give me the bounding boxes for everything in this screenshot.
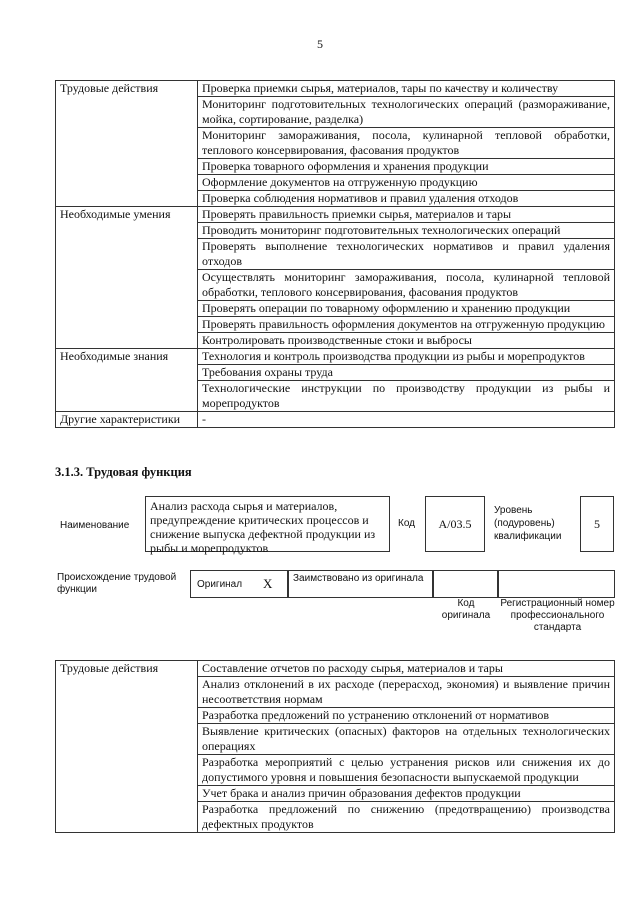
- item-cell: Проверять правильность оформления документов на отгруженную продукцию: [198, 317, 615, 333]
- level-label-line: квалификации: [494, 531, 562, 542]
- code-original-box: [433, 570, 498, 598]
- item-cell: Разработка предложений по снижению (предотвращению) производства дефектных продуктов: [198, 802, 615, 833]
- requirements-table-1: [55, 80, 615, 428]
- category-cell: Необходимые умения: [56, 207, 198, 349]
- table-row: [56, 207, 615, 223]
- item-cell: Проверка приемки сырья, материалов, тары по качеству и количеству: [198, 81, 615, 97]
- caption-line: Код: [457, 598, 475, 609]
- registration-number-box: [498, 570, 615, 598]
- item-cell: Осуществлять мониторинг замораживания, посола, кулинарной тепловой обработки, теплового консервирования, фасования продуктов: [198, 270, 615, 301]
- table-row: [56, 412, 615, 428]
- table-row: [56, 349, 615, 365]
- table-row: [56, 661, 615, 677]
- section-heading: 3.1.3. Трудовая функция: [55, 465, 192, 479]
- code-label: Код: [398, 518, 416, 529]
- code-original-caption: [436, 598, 496, 622]
- item-cell: Мониторинг подготовительных технологических операций (размораживание, мойка, сортирование, разделка): [198, 97, 615, 128]
- item-cell: Разработка предложений по устранению отклонений от нормативов: [198, 708, 615, 724]
- item-cell: Проверка товарного оформления и хранения продукции: [198, 159, 615, 175]
- item-cell: Учет брака и анализ причин образования дефектов продукции: [198, 786, 615, 802]
- category-cell: Необходимые знания: [56, 349, 198, 412]
- item-cell: Выявление критических (опасных) факторов на отдельных технологических операциях: [198, 724, 615, 755]
- item-cell: Контролировать производственные стоки и выбросы: [198, 333, 615, 349]
- item-cell: Составление отчетов по расходу сырья, материалов и тары: [198, 661, 615, 677]
- item-cell: Требования охраны труда: [198, 365, 615, 381]
- original-box: [190, 570, 288, 598]
- code-value: А/03.5: [425, 496, 485, 552]
- item-cell: Технология и контроль производства продукции из рыбы и морепродуктов: [198, 349, 615, 365]
- table-row: [56, 81, 615, 97]
- original-label: Оригинал: [197, 579, 243, 590]
- item-cell: Разработка мероприятий с целью устранения рисков или снижения их до допустимого уровня и повышения безопасности выпускаемой продукции: [198, 755, 615, 786]
- category-cell: Трудовые действия: [56, 81, 198, 207]
- requirements-table-2: [55, 660, 615, 833]
- item-cell: Технологические инструкции по производству продукции из рыбы и морепродуктов: [198, 381, 615, 412]
- level-label-line: Уровень: [494, 505, 533, 516]
- category-cell: Другие характеристики: [56, 412, 198, 428]
- level-label: [494, 504, 561, 543]
- item-cell: Проверка соблюдения нормативов и правил удаления отходов: [198, 191, 615, 207]
- page-number: 5: [317, 37, 323, 51]
- level-label-line: (подуровень): [494, 518, 555, 529]
- registration-caption: Регистрационный номер профессионального стандарта: [500, 598, 615, 633]
- level-value: 5: [580, 496, 614, 552]
- item-cell: Проверять выполнение технологических нормативов и правил удаления отходов: [198, 239, 615, 270]
- item-cell: -: [198, 412, 615, 428]
- item-cell: Оформление документов на отгруженную продукцию: [198, 175, 615, 191]
- original-mark: X: [263, 576, 273, 591]
- origin-label: Происхождение трудовой функции: [57, 572, 177, 595]
- item-cell: Анализ отклонений в их расходе (перерасход, экономия) и выявление причин несоответствия нормам: [198, 677, 615, 708]
- item-cell: Проводить мониторинг подготовительных технологических операций: [198, 223, 615, 239]
- borrowed-label: Заимствовано из оригинала: [288, 570, 433, 598]
- caption-line: оригинала: [441, 610, 491, 621]
- function-name: Анализ расхода сырья и материалов, предупреждение критических процессов и снижение выпуска дефектной продукции из рыбы и морепродуктов: [145, 496, 390, 552]
- category-cell: Трудовые действия: [56, 661, 198, 833]
- name-label: Наименование: [60, 520, 130, 531]
- item-cell: Проверять правильность приемки сырья, материалов и тары: [198, 207, 615, 223]
- item-cell: Мониторинг замораживания, посола, кулинарной тепловой обработки, теплового консервирования, фасования продуктов: [198, 128, 615, 159]
- item-cell: Проверять операции по товарному оформлению и хранению продукции: [198, 301, 615, 317]
